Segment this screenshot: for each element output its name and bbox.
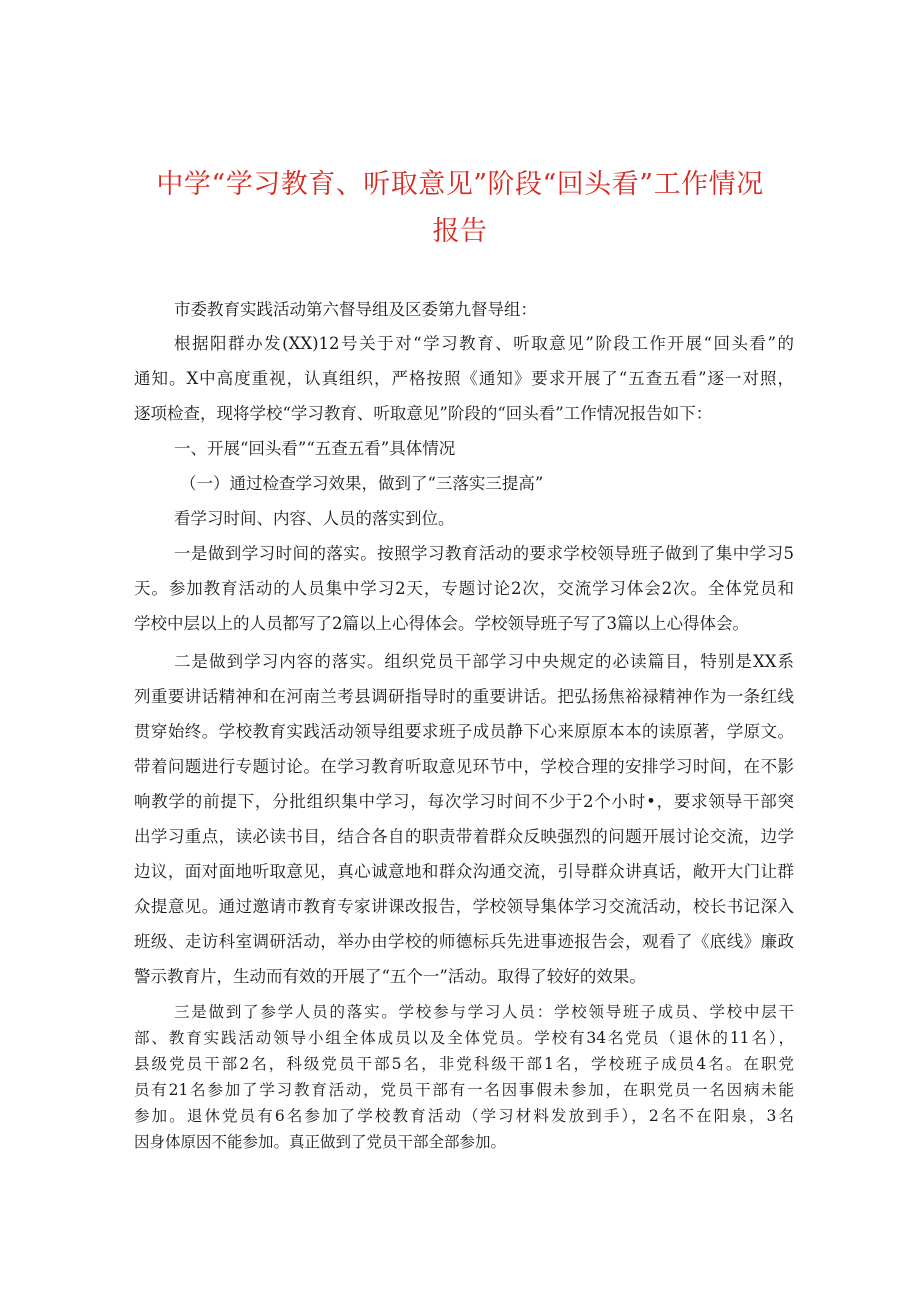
report-title-line-1: 中学“学习教育、听取意见”阶段“回头看”工作情况 [156, 169, 764, 200]
salutation: 市委教育实践活动第六督导组及区委第九督导组： [174, 300, 537, 319]
body-line: 边议，面对面地听取意见，真心诚意地和群众沟通交流，引导群众讲真话，敞开大门让群 [134, 862, 794, 881]
body-line: 天。参加教育活动的人员集中学习2天，专题讨论2次，交流学习体会2次。全体党员和 [134, 579, 794, 598]
body-line: 通知。X中高度重视，认真组织，严格按照《通知》要求开展了“五查五看”逐一对照， [134, 369, 794, 388]
subsection-heading: （一）通过检查学习效果，做到了“三落实三提高” [180, 474, 544, 493]
body-line: 警示教育片，生动而有效的开展了“五个一”活动。取得了较好的效果。 [134, 967, 646, 986]
body-line: 参加。退休党员有6名参加了学校教育活动（学习材料发放到手），2名不在阳泉，3名 [134, 1107, 794, 1125]
body-line: 看学习时间、内容、人员的落实到位。 [174, 509, 455, 528]
body-line: 三是做到了参学人员的落实。学校参与学习人员：学校领导班子成员、学校中层干 [174, 1003, 794, 1021]
body-line: 带着问题进行专题讨论。在学习教育听取意见环节中，学校合理的安排学习时间，在不影 [134, 757, 794, 776]
body-line: 一是做到学习时间的落实。按照学习教育活动的要求学校领导班子做到了集中学习5 [174, 544, 794, 563]
body-line: 二是做到学习内容的落实。组织党员干部学习中央规定的必读篇目，特别是XX系 [174, 652, 794, 671]
body-line: 响教学的前提下，分批组织集中学习，每次学习时间不少于2个小时•，要求领导干部突 [134, 792, 794, 811]
body-line: 班级、走访科室调研活动，举办由学校的师德标兵先进事迹报告会，观看了《底线》廉政 [134, 932, 794, 951]
body-line: 因身体原因不能参加。真正做到了党员干部全部参加。 [134, 1133, 507, 1151]
body-line: 学校中层以上的人员都写了2篇以上心得体会。学校领导班子写了3篇以上心得体会。 [134, 614, 749, 633]
body-line: 出学习重点，读必读书目，结合各自的职责带着群众反映强烈的问题开展讨论交流，边学 [134, 827, 794, 846]
body-line: 列重要讲话精神和在河南兰考县调研指导时的重要讲话。把弘扬焦裕禄精神作为一条红线 [134, 687, 794, 706]
body-line: 部、教育实践活动领导小组全体成员以及全体党员。学校有34名党员（退休的11名）， [134, 1029, 794, 1047]
body-line: 贯穿始终。学校教育实践活动领导组要求班子成员静下心来原原本本的读原著，学原文。 [134, 722, 794, 741]
body-line: 根据阳群办发(XX)12号关于对“学习教育、听取意见”阶段工作开展“回头看”的 [174, 334, 794, 353]
body-line: 县级党员干部2名，科级党员干部5名，非党科级干部1名，学校班子成员4名。在职党 [134, 1055, 794, 1073]
body-line: 众提意见。通过邀请市教育专家讲课改报告，学校领导集体学习交流活动，校长书记深入 [134, 897, 794, 916]
body-line: 逐项检查，现将学校“学习教育、听取意见”阶段的“回头看”工作情况报告如下： [134, 404, 713, 423]
section-heading: 一、开展“回头看”“五查五看”具体情况 [174, 439, 456, 458]
body-line: 员有21名参加了学习教育活动，党员干部有一名因事假未参加，在职党员一名因病未能 [134, 1081, 794, 1099]
report-title-line-2: 报告 [432, 216, 488, 247]
